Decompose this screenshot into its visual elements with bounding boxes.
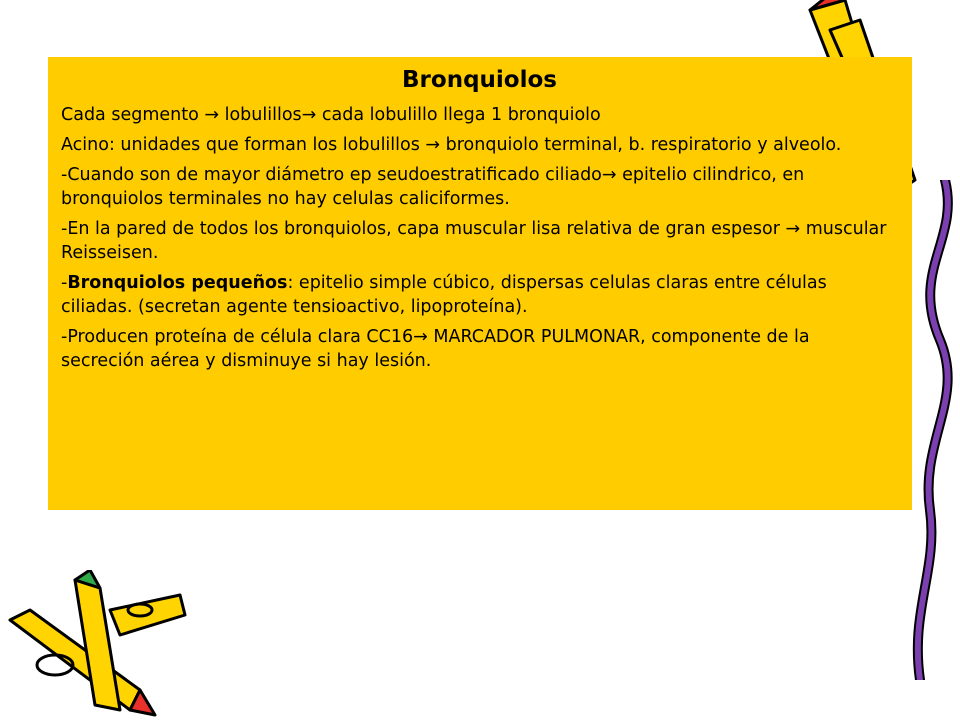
pencils-clipart-bottom [0, 570, 200, 720]
arrow-right-icon: → [785, 219, 801, 239]
slide-title: Bronquiolos [402, 67, 557, 93]
bold-term: Bronquiolos pequeños [67, 273, 288, 293]
arrow-right-icon: → [204, 105, 220, 125]
content-box [48, 57, 912, 510]
paragraph-cc16: -Producen proteína de célula clara CC16→ MARCADOR PULMONAR, componente de la secreción aérea y disminuye si hay lesión. [61, 327, 810, 371]
pencil-bottom-2 [75, 580, 120, 710]
arrow-right-icon: → [413, 327, 428, 347]
paragraph-acino: Acino: unidades que forman los lobulillos → bronquiolo terminal, b. respiratorio y alveolo. [61, 135, 842, 155]
paragraph-pared: -En la pared de todos los bronquiolos, capa muscular lisa relativa de gran espesor → muscular Reisseisen. [61, 219, 887, 263]
arrow-right-icon: → [301, 105, 317, 125]
paragraph-segmento: Cada segmento → lobulillos→ cada lobulillo llega 1 bronquiolo [61, 105, 601, 125]
arrow-right-icon: → [425, 135, 441, 155]
paragraph-bronquiolos-pequenos: -Bronquiolos pequeños: epitelio simple cúbico, dispersas celulas claras entre células ciliadas. (secretan agente tensioactivo, lipoproteína). [61, 273, 827, 317]
paragraph-diametro: -Cuando son de mayor diámetro ep seudoestratificado ciliado→ epitelio cilindrico, en bronquiolos terminales no hay celulas caliciformes. [61, 165, 805, 209]
arrow-right-icon: → [601, 165, 617, 185]
